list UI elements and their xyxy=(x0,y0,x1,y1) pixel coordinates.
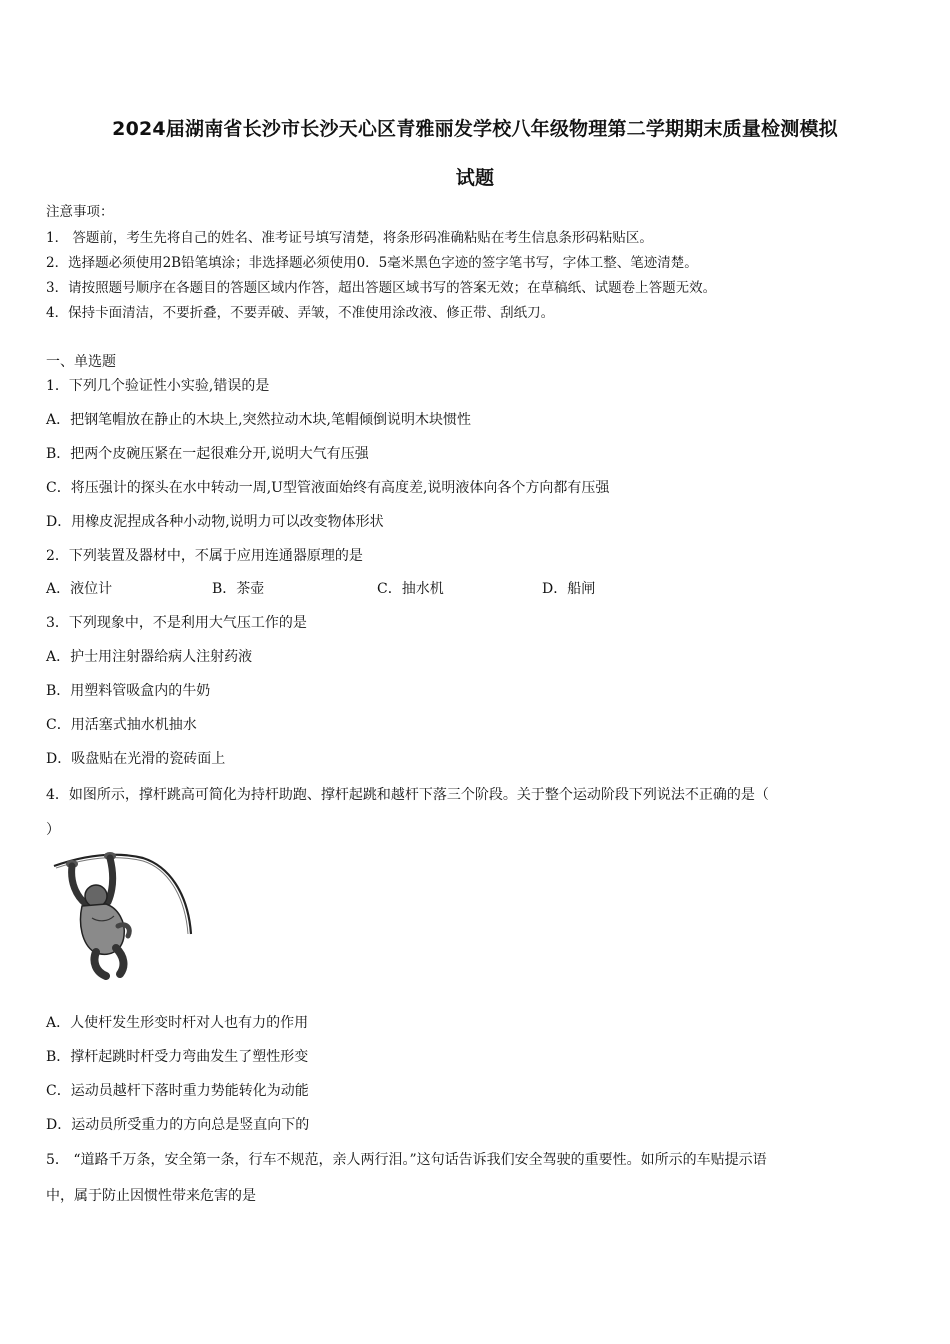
q5-stem-line2: 中，属于防止因惯性带来危害的是 xyxy=(46,1188,256,1204)
q2-option-a: A．液位计 xyxy=(46,581,113,597)
q4-option-a: A．人使杆发生形变时杆对人也有力的作用 xyxy=(46,1015,309,1031)
q4-option-c: C．运动员越杆下落时重力势能转化为动能 xyxy=(46,1083,309,1099)
notice-heading: 注意事项： xyxy=(46,204,114,220)
q2-option-d: D．船闸 xyxy=(542,581,596,597)
q4-option-d: D．运动员所受重力的方向总是竖直向下的 xyxy=(46,1117,310,1133)
q1-stem: 1．下列几个验证性小实验,错误的是 xyxy=(46,378,270,394)
q3-stem: 3．下列现象中，不是利用大气压工作的是 xyxy=(46,615,307,631)
q4-stem-line2: ） xyxy=(46,822,60,838)
q5-stem-line1: 5． “道路千万条，安全第一条，行车不规范，亲人两行泪。”这句话告诉我们安全驾驶的重要性。如所示的车贴提示语 xyxy=(46,1152,767,1168)
q3-option-c: C．用活塞式抽水机抽水 xyxy=(46,717,197,733)
q2-option-b: B．茶壶 xyxy=(212,581,265,597)
q1-option-a: A．把钢笔帽放在静止的木块上,突然拉动木块,笔帽倾倒说明木块惯性 xyxy=(46,412,472,428)
q1-option-b: B．把两个皮碗压紧在一起很难分开,说明大气有压强 xyxy=(46,446,369,462)
notice-item-1: 1． 答题前，考生先将自己的姓名、准考证号填写清楚，将条形码准确粘贴在考生信息条形码粘贴区。 xyxy=(46,230,653,246)
q2-option-c: C．抽水机 xyxy=(377,581,444,597)
notice-item-3: 3．请按照题号顺序在各题目的答题区域内作答，超出答题区域书写的答案无效；在草稿纸、试题卷上答题无效。 xyxy=(46,280,717,296)
pole-vaulter-icon xyxy=(48,852,196,980)
notice-item-4: 4．保持卡面清洁，不要折叠，不要弄破、弄皱，不准使用涂改液、修正带、刮纸刀。 xyxy=(46,305,555,321)
q4-stem-line1: 4．如图所示，撑杆跳高可简化为持杆助跑、撑杆起跳和越杆下落三个阶段。关于整个运动阶段下列说法不正确的是（ xyxy=(46,787,769,803)
exam-title-line2: 试题 xyxy=(455,167,495,189)
q1-option-d: D．用橡皮泥捏成各种小动物,说明力可以改变物体形状 xyxy=(46,514,384,530)
notice-item-2: 2．选择题必须使用2B铅笔填涂；非选择题必须使用0．5毫米黑色字迹的签字笔书写，字体工整、笔迹清楚。 xyxy=(46,255,698,271)
q3-option-b: B．用塑料管吸盒内的牛奶 xyxy=(46,683,211,699)
exam-title-line1: 2024届湖南省长沙市长沙天心区青雅丽发学校八年级物理第二学期期末质量检测模拟 xyxy=(112,118,838,140)
q4-option-b: B．撑杆起跳时杆受力弯曲发生了塑性形变 xyxy=(46,1049,309,1065)
q3-option-d: D．吸盘贴在光滑的瓷砖面上 xyxy=(46,751,226,767)
q2-stem: 2．下列装置及器材中，不属于应用连通器原理的是 xyxy=(46,548,363,564)
section-heading: 一、单选题 xyxy=(46,354,116,370)
q3-option-a: A．护士用注射器给病人注射药液 xyxy=(46,649,253,665)
q1-option-c: C．将压强计的探头在水中转动一周,U型管液面始终有高度差,说明液体向各个方向都有压强 xyxy=(46,480,610,496)
